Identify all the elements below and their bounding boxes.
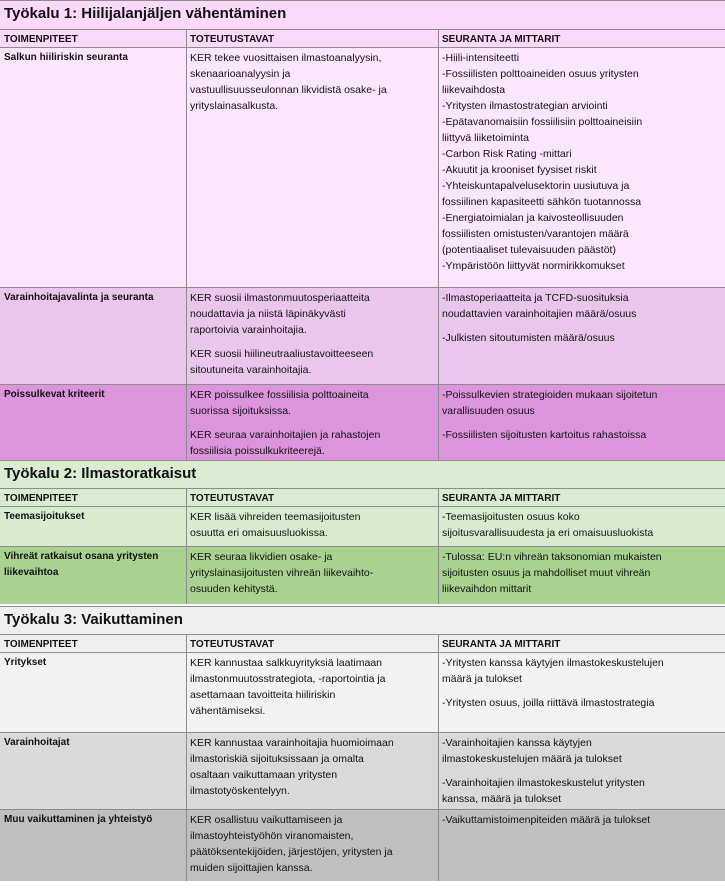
column-header: SEURANTA JA MITTARIT: [442, 639, 561, 650]
tool-section-3: [0, 606, 725, 881]
cell-line: vähentämiseksi.: [190, 705, 266, 717]
cell-line: varallisuuden osuus: [442, 405, 535, 417]
cell-line: määrä ja tulokset: [442, 673, 522, 685]
cell-line: vastuullisuusseulonnan likvidistä osake- ja: [190, 84, 387, 96]
table-row: [0, 809, 725, 881]
cell-line: yrityslainasalkusta.: [190, 100, 279, 112]
cell-line: KER kannustaa varainhoitajia huomioimaan: [190, 737, 394, 749]
cell-paragraph: [442, 549, 721, 597]
cell-line: skenaarioanalyysin ja: [190, 68, 291, 80]
cell-line: -Ympäristöön liittyvät normirikkomukset: [442, 260, 625, 272]
tool-section-2: [0, 460, 725, 604]
cell-paragraph: [442, 427, 721, 443]
cell-line: -Energiatoimialan ja kaivosteollisuuden: [442, 212, 624, 224]
implementation-cell: [186, 733, 438, 799]
cell-paragraph: [190, 549, 434, 597]
action-cell: [0, 385, 186, 403]
column-divider: [438, 488, 439, 604]
cell-paragraph: [442, 509, 721, 541]
cell-paragraph: [442, 330, 721, 346]
column-header: TOTEUTUSTAVAT: [190, 639, 275, 650]
action-label: liikevaihtoa: [4, 567, 59, 578]
cell-line: KER tekee vuosittaisen ilmastoanalyysin,: [190, 52, 382, 64]
action-cell: [0, 547, 186, 581]
cell-line: ilmastoriskiä sijoituksissaan ja omalta: [190, 753, 364, 765]
cell-line: KER suosii hiilineutraaliustavoitteeseen: [190, 348, 374, 360]
column-header: TOIMENPITEET: [4, 493, 78, 504]
implementation-cell: [186, 810, 438, 876]
cell-line: päätöksentekijöiden, järjestöjen, yritysten ja: [190, 846, 393, 858]
column-header: TOIMENPITEET: [4, 34, 78, 45]
cell-line: -Varainhoitajien kanssa käytyjen: [442, 737, 592, 749]
cell-line: KER seuraa likvidien osake- ja: [190, 551, 333, 563]
cell-line: liittyvä liiketoiminta: [442, 132, 529, 144]
cell-line: KER poissulkee fossiilisia polttoaineita: [190, 389, 369, 401]
table-row: [0, 47, 725, 287]
cell-line: -Yritysten kanssa käytyjen ilmastokeskustelujen: [442, 657, 664, 669]
metrics-cell: [438, 733, 725, 807]
table-row: [0, 732, 725, 809]
column-divider: [438, 634, 439, 881]
table-row: [0, 287, 725, 384]
cell-line: -Fossiilisten sijoitusten kartoitus rahastoissa: [442, 429, 647, 441]
cell-paragraph: [442, 695, 721, 711]
cell-paragraph: [190, 735, 434, 799]
cell-line: sijoitusten osuus ja mahdolliset muut vihreän: [442, 567, 651, 579]
cell-paragraph: [190, 509, 434, 541]
action-label: Yritykset: [4, 657, 47, 668]
cell-line: kanssa, määrä ja tulokset: [442, 793, 562, 805]
implementation-cell: [186, 385, 438, 459]
column-header: TOIMENPITEET: [4, 639, 78, 650]
implementation-cell: [186, 507, 438, 541]
tool-title: Työkalu 3: Vaikuttaminen: [0, 606, 725, 634]
cell-line: ilmastokeskustelujen määrä ja tulokset: [442, 753, 622, 765]
column-header: SEURANTA JA MITTARIT: [442, 493, 561, 504]
cell-paragraph: [442, 812, 721, 828]
metrics-cell: [438, 547, 725, 597]
column-divider: [186, 634, 187, 881]
cell-paragraph: [442, 735, 721, 767]
action-cell: [0, 653, 186, 671]
cell-line: -Vaikuttamistoimenpiteiden määrä ja tulokset: [442, 814, 651, 826]
action-label: Salkun hiiliriskin seuranta: [4, 52, 128, 63]
metrics-cell: [438, 288, 725, 346]
cell-line: -Fossiilisten polttoaineiden osuus yritysten: [442, 68, 639, 80]
cell-line: KER osallistuu vaikuttamiseen ja: [190, 814, 343, 826]
action-label: Varainhoitajavalinta ja seuranta: [4, 292, 154, 303]
cell-line: -Poissulkevien strategioiden mukaan sijoitetun: [442, 389, 658, 401]
cell-line: ilmastoyhteistyöhön viranomaisten,: [190, 830, 354, 842]
column-header: SEURANTA JA MITTARIT: [442, 34, 561, 45]
cell-paragraph: [442, 50, 721, 274]
cell-line: -Hiili-intensiteetti: [442, 52, 520, 64]
metrics-cell: [438, 653, 725, 711]
cell-line: -Teemasijoitusten osuus koko: [442, 511, 580, 523]
cell-line: KER seuraa varainhoitajien ja rahastojen: [190, 429, 381, 441]
action-cell: [0, 507, 186, 525]
column-header-row: [0, 634, 725, 652]
implementation-cell: [186, 48, 438, 114]
table-row: [0, 652, 725, 732]
cell-line: -Ilmastoperiaatteita ja TCFD-suosituksia: [442, 292, 629, 304]
action-cell: [0, 810, 186, 828]
column-header: TOTEUTUSTAVAT: [190, 34, 275, 45]
metrics-cell: [438, 48, 725, 274]
cell-line: noudattavia ja niistä läpinäkyvästi: [190, 308, 346, 320]
action-cell: [0, 733, 186, 751]
action-label: Teemasijoitukset: [4, 511, 85, 522]
action-cell: [0, 288, 186, 306]
column-header-row: [0, 488, 725, 506]
cell-paragraph: [442, 290, 721, 322]
cell-line: -Epätavanomaisiin fossiilisiin polttoaineisiin: [442, 116, 643, 128]
action-cell: [0, 48, 186, 66]
cell-line: KER lisää vihreiden teemasijoitusten: [190, 511, 361, 523]
column-divider: [438, 29, 439, 462]
cell-paragraph: [190, 427, 434, 459]
cell-line: -Carbon Risk Rating -mittari: [442, 148, 572, 160]
cell-paragraph: [442, 655, 721, 687]
column-divider: [186, 488, 187, 604]
cell-line: yrityslainasijoitusten vihreän liikevaihto-: [190, 567, 374, 579]
cell-line: ilmastonmuutosstrategiota, -raportointia ja: [190, 673, 386, 685]
cell-line: osuutta eri omaisuusluokissa.: [190, 527, 328, 539]
cell-line: -Julkisten sitoutumisten määrä/osuus: [442, 332, 615, 344]
cell-line: ilmastotyöskentelyyn.: [190, 785, 290, 797]
cell-paragraph: [190, 387, 434, 419]
cell-line: -Yhteiskuntapalvelusektorin uusiutuva ja: [442, 180, 630, 192]
cell-line: liikevaihdosta: [442, 84, 506, 96]
cell-line: sijoitusvarallisuudesta ja eri omaisuusluokista: [442, 527, 654, 539]
cell-line: asettamaan tavoitteita hiiliriskin: [190, 689, 336, 701]
cell-paragraph: [190, 290, 434, 338]
cell-paragraph: [442, 387, 721, 419]
cell-line: raportoivia varainhoitajia.: [190, 324, 307, 336]
action-label: Muu vaikuttaminen ja yhteistyö: [4, 814, 153, 825]
cell-line: suorissa sijoituksissa.: [190, 405, 291, 417]
metrics-cell: [438, 810, 725, 828]
cell-paragraph: [190, 50, 434, 114]
cell-paragraph: [190, 346, 434, 378]
action-label: Poissulkevat kriteerit: [4, 389, 105, 400]
implementation-cell: [186, 288, 438, 378]
cell-line: osuuden kehitystä.: [190, 583, 278, 595]
cell-line: KER suosii ilmastonmuutosperiaatteita: [190, 292, 370, 304]
cell-line: fossiilisia poissulkukriteerejä.: [190, 445, 325, 457]
metrics-cell: [438, 385, 725, 443]
column-header-row: [0, 29, 725, 47]
column-divider: [186, 29, 187, 462]
table-row: [0, 384, 725, 462]
cell-line: (potentiaaliset tulevaisuuden päästöt): [442, 244, 616, 256]
table-row: [0, 546, 725, 604]
cell-paragraph: [190, 655, 434, 719]
cell-line: liikevaihdon mittarit: [442, 583, 532, 595]
cell-line: osaltaan vaikuttamaan yritysten: [190, 769, 338, 781]
action-label: Vihreät ratkaisut osana yritysten: [4, 551, 159, 562]
cell-line: -Yritysten ilmastostrategian arviointi: [442, 100, 608, 112]
implementation-cell: [186, 653, 438, 719]
cell-line: -Varainhoitajien ilmastokeskustelut yritysten: [442, 777, 645, 789]
cell-line: fossiilisten omistusten/varantojen määrä: [442, 228, 629, 240]
cell-line: -Yritysten osuus, joilla riittävä ilmastostrategia: [442, 697, 655, 709]
action-label: Varainhoitajat: [4, 737, 70, 748]
tool-title: Työkalu 1: Hiilijalanjäljen vähentäminen: [0, 0, 725, 29]
cell-line: muiden sijoittajien kanssa.: [190, 862, 313, 874]
tool-title: Työkalu 2: Ilmastoratkaisut: [0, 460, 725, 488]
cell-line: KER kannustaa salkkuyrityksiä laatimaan: [190, 657, 383, 669]
cell-line: noudattavien varainhoitajien määrä/osuus: [442, 308, 637, 320]
column-header: TOTEUTUSTAVAT: [190, 493, 275, 504]
cell-paragraph: [442, 775, 721, 807]
implementation-cell: [186, 547, 438, 597]
cell-paragraph: [190, 812, 434, 876]
table-row: [0, 506, 725, 546]
cell-line: -Tulossa: EU:n vihreän taksonomian mukaisten: [442, 551, 662, 563]
cell-line: -Akuutit ja krooniset fyysiset riskit: [442, 164, 597, 176]
cell-line: fossiilinen kapasiteetti sähkön tuotannossa: [442, 196, 642, 208]
cell-line: sitoutuneita varainhoitajia.: [190, 364, 312, 376]
metrics-cell: [438, 507, 725, 541]
